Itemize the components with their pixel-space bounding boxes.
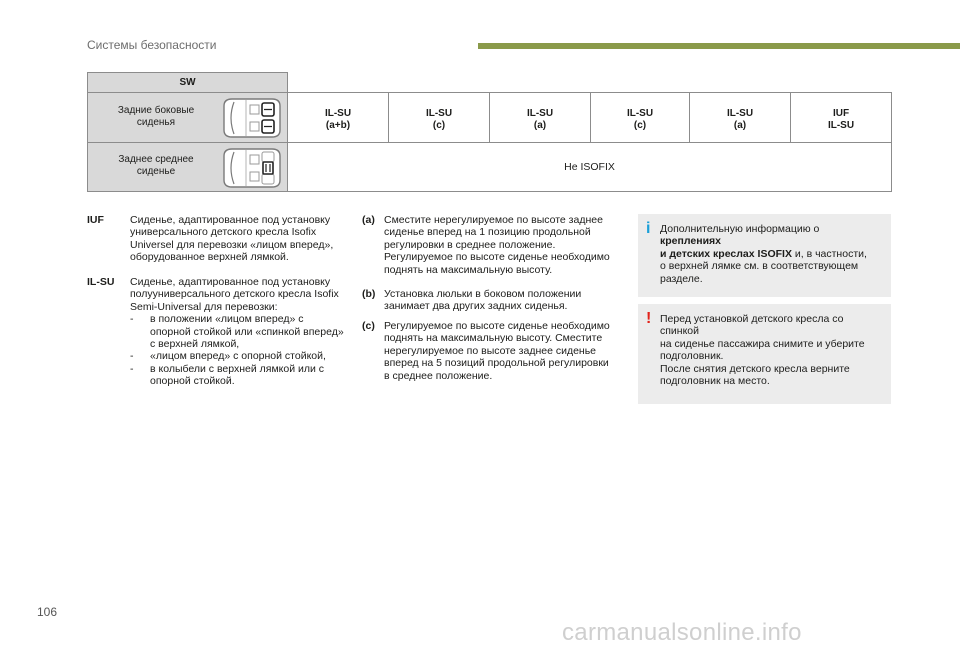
iuf-definition: Сиденье, адаптированное под установку универсального детского кресла Isofix Universel для перевозки «лицом вперед», оборудованное верхней лямкой.	[130, 214, 334, 264]
note-a-term: (a)	[362, 214, 375, 226]
info-box-text: Дополнительную информацию о креплениях и детских креслах ISOFIX и, в частности, о верхней лямке см. в соответствующем разделе.	[660, 223, 867, 285]
rear-center-seat-label: Заднее среднее сиденье	[118, 154, 194, 177]
watermark: carmanualsonline.info	[562, 619, 802, 646]
car-rear-side-seats-icon	[220, 96, 282, 140]
note-b-term: (b)	[362, 288, 376, 300]
sw-header-cell: SW	[87, 72, 288, 93]
note-b-text: Установка люльки в боковом положении занимает два других задних сиденья.	[384, 288, 582, 313]
notes-column	[362, 214, 624, 394]
header-accent-bar	[478, 43, 960, 49]
rear-center-seat-cell	[87, 142, 288, 192]
info-box	[638, 214, 891, 297]
note-c-term: (c)	[362, 320, 375, 332]
value-cell-1: IL-SU (a+b)	[287, 92, 389, 143]
value-cell-5: IL-SU (a)	[689, 92, 791, 143]
warning-icon: !	[646, 310, 652, 327]
ilsu-definition: Сиденье, адаптированное под установку полууниверсального детского кресла Isofix Semi-Universal для перевозки: - в положении «лицом вперед» с опорной стойкой или «спинкой вперед» с верхней лямкой, - «лицом вперед» с опорной стойкой, - в колыбели с верхней лямкой или с опорной стойкой.	[130, 276, 360, 388]
car-rear-center-seat-icon	[220, 146, 282, 190]
iuf-term: IUF	[87, 214, 104, 226]
page-number: 106	[37, 605, 58, 619]
rear-side-seats-cell	[87, 92, 288, 143]
value-cell-4: IL-SU (c)	[590, 92, 690, 143]
info-icon: i	[646, 220, 651, 237]
value-cell-3: IL-SU (a)	[489, 92, 591, 143]
warning-box	[638, 304, 891, 404]
value-cell-6: IUF IL-SU	[790, 92, 892, 143]
note-a-text: Сместите нерегулируемое по высоте заднее сиденье вперед на 1 позицию продольной регулировки в среднее положение. Регулируемое по высоте сиденье необходимо поднять на максимальную высоту.	[384, 214, 610, 276]
ilsu-bullet-2: - «лицом вперед» с опорной стойкой,	[130, 350, 326, 363]
value-cell-2: IL-SU (c)	[388, 92, 490, 143]
warning-box-text: Перед установкой детского кресла со спинкой на сиденье пассажира снимите и уберите подголовник. После снятия детского кресла верните подголовник на место.	[660, 313, 865, 388]
isofix-table	[87, 72, 892, 192]
page-section-title: Системы безопасности	[87, 38, 217, 52]
ilsu-bullet-1: - в положении «лицом вперед» с опорной стойкой или «спинкой вперед» с верхней лямкой,	[130, 313, 344, 351]
legend-column	[87, 214, 357, 404]
ilsu-bullet-3: - в колыбели с верхней лямкой или с опорной стойкой.	[130, 362, 325, 388]
note-c-text: Регулируемое по высоте сиденье необходимо поднять на максимальную высоту. Сместите нерегулируемое по высоте заднее сиденье вперед на 5 позиций продольной регулировки в среднее положение.	[384, 320, 610, 382]
rear-center-seat-value: Не ISOFIX	[287, 142, 892, 192]
ilsu-term: IL-SU	[87, 276, 115, 288]
rear-side-seats-label: Задние боковые сиденья	[117, 105, 195, 128]
